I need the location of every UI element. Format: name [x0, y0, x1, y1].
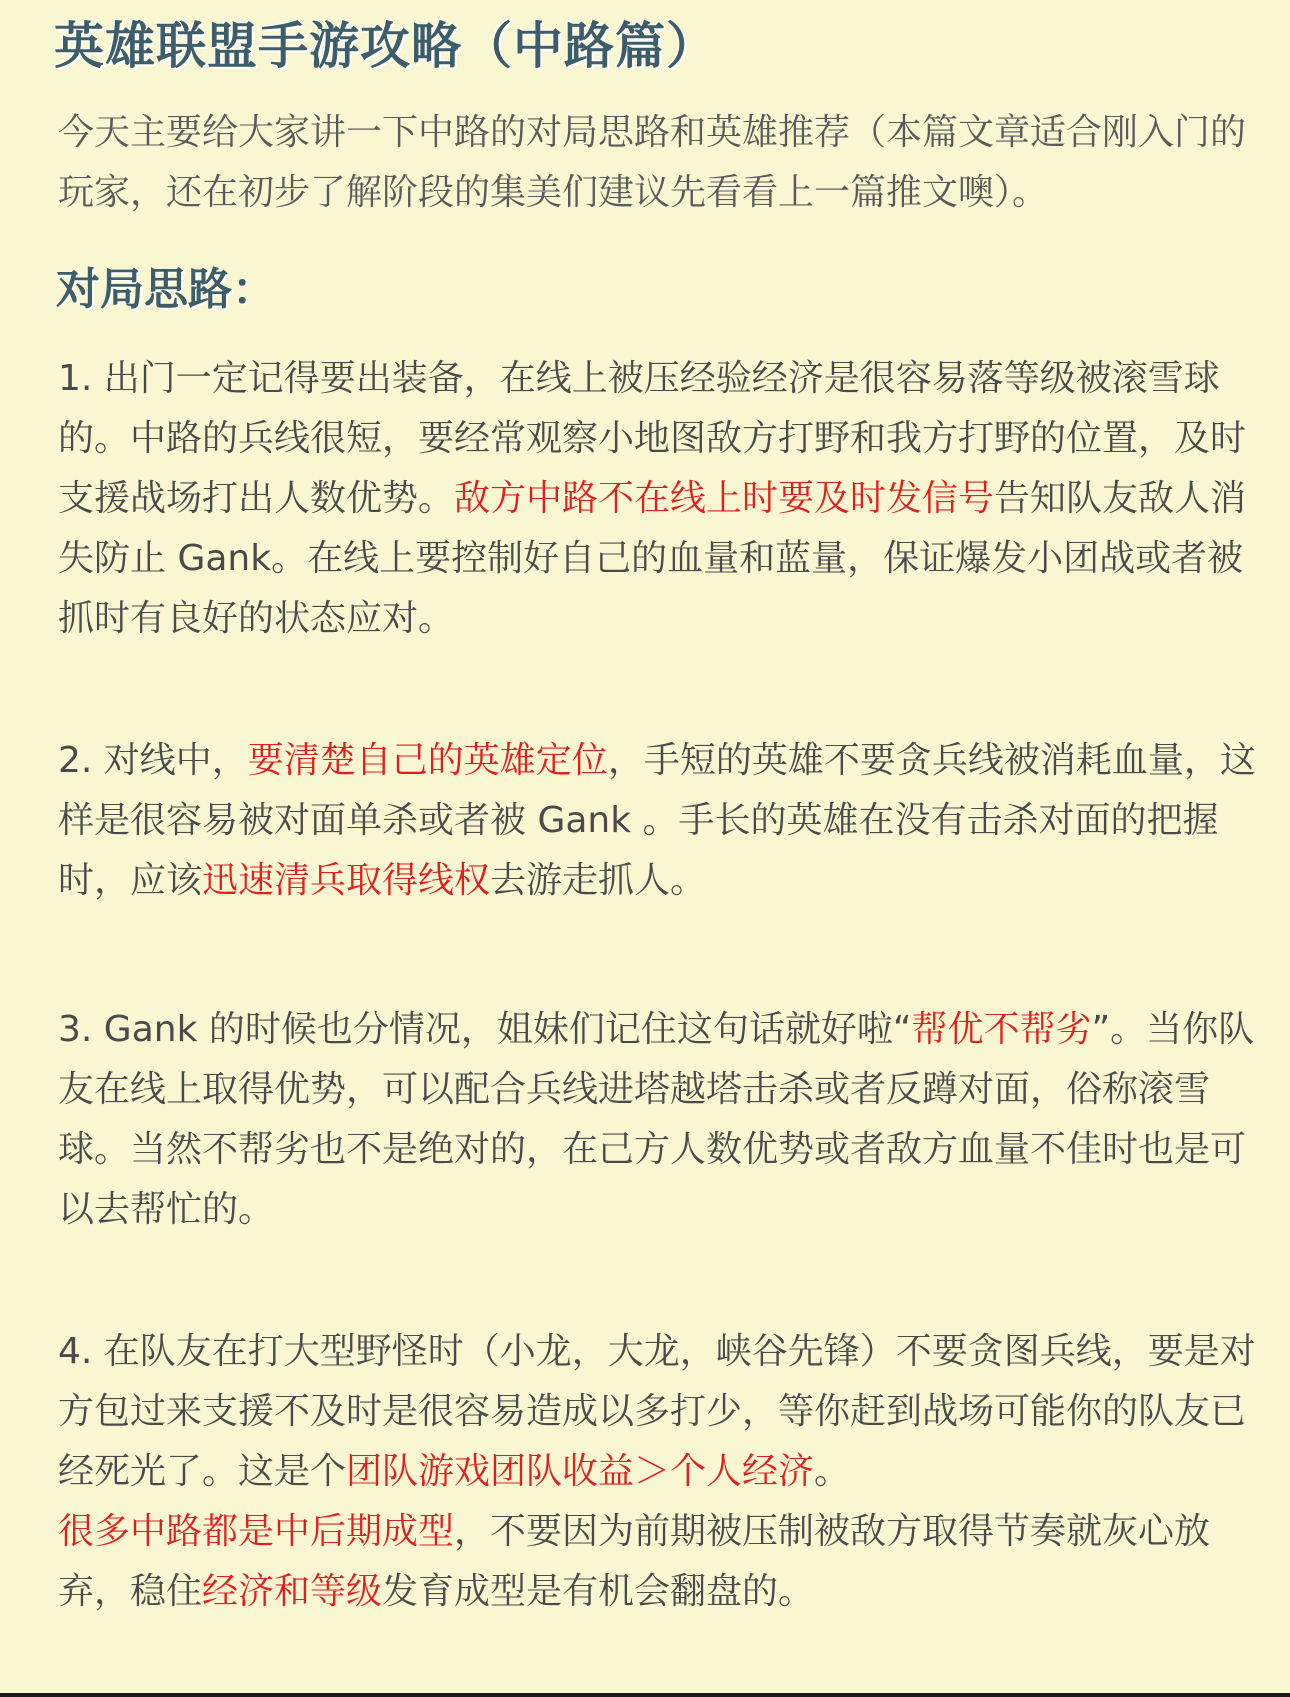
tip-4-highlight-2: 很多中路都是中后期成型	[58, 1511, 455, 1552]
tip-4-text: 4. 在队友在打大型野怪时（小龙，大龙，峡谷先锋）不要贪图兵线，要是对方包过来支援不及时是很容易造成以多打少，等你赶到战场可能你的队友已经死光了。这是个	[58, 1331, 1256, 1492]
tip-1-text-end: 告知队友敌人消失防止 Gank。在线上要控制好自己的血量和蓝量，保证爆发小团战或者被抓时有良好的状态应对。	[58, 478, 1247, 639]
tip-1-text: 1. 出门一定记得要出装备，在线上被压经验经济是很容易落等级被滚雪球的。中路的兵线很短，要经常观察小地图敌方打野和我方打野的位置，及时支援战场打出人数优势。	[58, 358, 1247, 519]
tip-4-text-end: 发育成型是有机会翻盘的。	[382, 1571, 815, 1612]
bottom-divider	[0, 1693, 1290, 1697]
tip-4-highlight-1: 团队游戏团队收益＞个人经济	[346, 1451, 815, 1492]
tip-4-text-mid-2: ，不要因为前期被压制被敌方取得节奏就灰心放弃，稳住	[58, 1511, 1211, 1612]
section-heading: 对局思路：	[56, 264, 276, 315]
tip-paragraph-3	[58, 1000, 1258, 1240]
tip-4-highlight-3: 经济和等级	[202, 1571, 383, 1612]
tip-2-text-mid: ，手短的英雄不要贪兵线被消耗血量，这样是很容易被对面单杀或者被 Gank 。手长的英雄在没有击杀对面的把握时，应该	[58, 740, 1256, 901]
tip-1-highlight: 敌方中路不在线上时要及时发信号	[454, 478, 995, 519]
tip-4-text-mid-1: 。	[814, 1451, 851, 1492]
tip-2-highlight-1: 要清楚自己的英雄定位	[247, 740, 608, 781]
article-title: 英雄联盟手游攻略（中路篇）	[54, 17, 717, 75]
tip-paragraph-4	[58, 1322, 1258, 1622]
tip-2-highlight-2: 迅速清兵取得线权	[202, 860, 491, 901]
tip-3-text-end: ”。当你队友在线上取得优势，可以配合兵线进塔越塔击杀或者反蹲对面，俗称滚雪球。当然不帮劣也不是绝对的，在己方人数优势或者敌方血量不佳时也是可以去帮忙的。	[58, 1009, 1255, 1230]
intro-paragraph: 今天主要给大家讲一下中路的对局思路和英雄推荐（本篇文章适合刚入门的玩家，还在初步了解阶段的集美们建议先看看上一篇推文噢）。	[58, 112, 1247, 213]
tip-3-highlight: 帮优不帮劣	[911, 1009, 1092, 1050]
tip-paragraph-2	[58, 731, 1258, 911]
tip-paragraph-1	[58, 349, 1258, 649]
tip-2-text: 2. 对线中，	[58, 740, 248, 781]
tip-3-text: 3. Gank 的时候也分情况，姐妹们记住这句话就好啦“	[58, 1009, 912, 1050]
tip-2-text-end: 去游走抓人。	[490, 860, 707, 901]
